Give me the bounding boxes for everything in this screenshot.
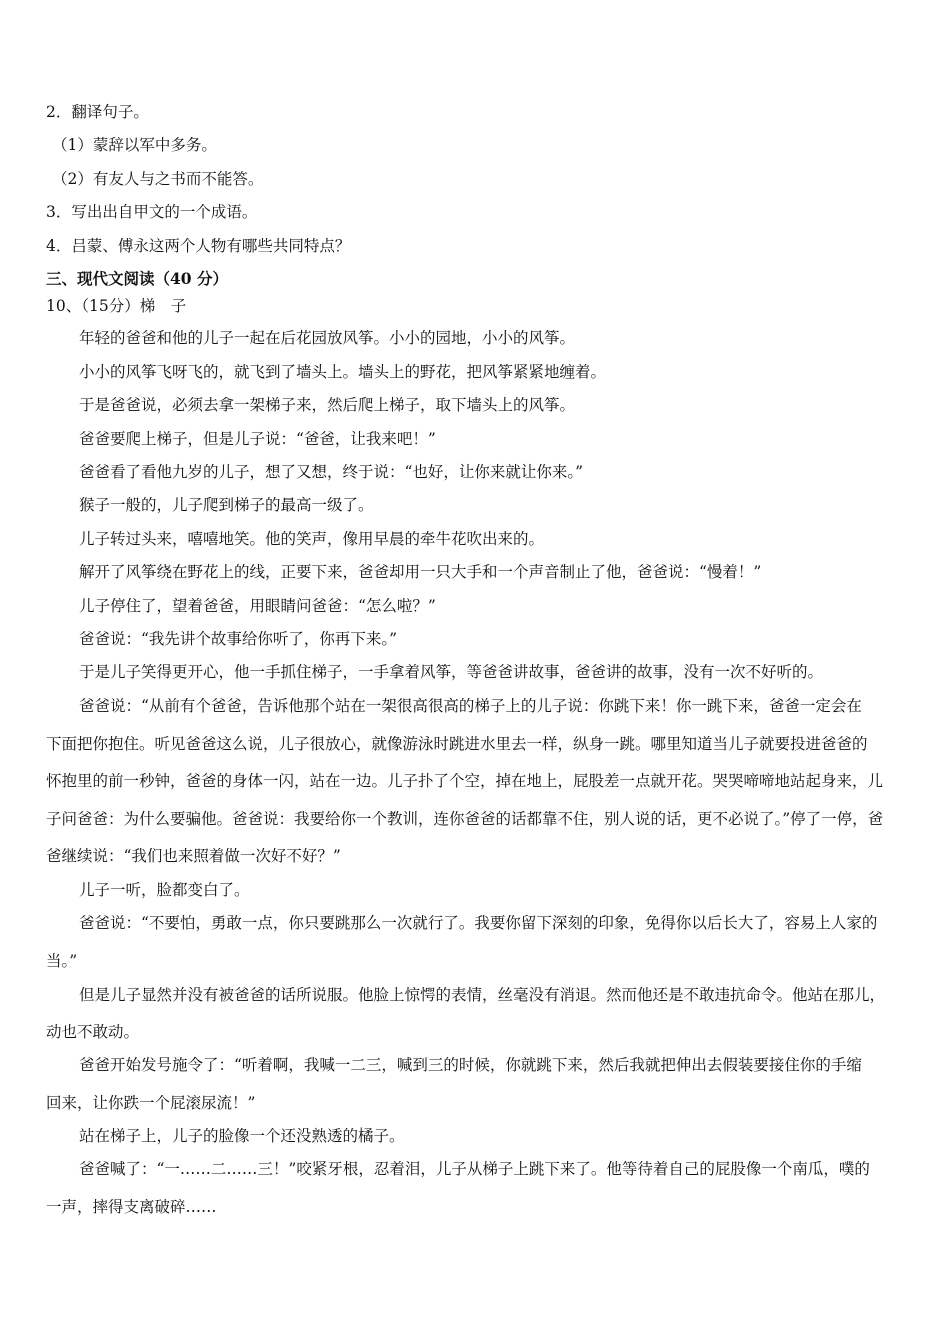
passage-line: 解开了风筝绕在野花上的线，正要下来，爸爸却用一只大手和一个声音制止了他，爸爸说：“慢着！” xyxy=(79,563,762,581)
passage-line: 爸爸看了看他九岁的儿子，想了又想，终于说：“也好，让你来就让你来。” xyxy=(79,463,584,481)
passage-line: 爸爸说：“从前有个爸爸，告诉他那个站在一架很高很高的梯子上的儿子说：你跳下来！你一跳下来，爸爸一定会在 xyxy=(79,697,862,715)
passage-line: 爸爸说：“我先讲个故事给你听了，你再下来。” xyxy=(79,630,398,648)
passage-line: 爸继续说：“我们也来照着做一次好不好？” xyxy=(46,847,341,865)
question-2-1: （1）蒙辞以军中多务。 xyxy=(52,136,217,154)
passage-line: 爸爸开始发号施令了：“听着啊，我喊一二三，喊到三的时候，你就跳下来，然后我就把伸出去假装要接住你的手缩 xyxy=(79,1056,862,1074)
passage-line: 猴子一般的，儿子爬到梯子的最高一级了。 xyxy=(79,496,374,514)
passage-line: 于是儿子笑得更开心，他一手抓住梯子，一手拿着风筝，等爸爸讲故事，爸爸讲的故事，没有一次不好听的。 xyxy=(79,663,824,681)
passage-line: 爸爸说：“不要怕，勇敢一点，你只要跳那么一次就行了。我要你留下深刻的印象，免得你以后长大了，容易上人家的 xyxy=(79,914,878,932)
passage-line: 爸爸喊了：“一……二……三！”咬紧牙根，忍着泪，儿子从梯子上跳下来了。他等待着自己的屁股像一个南瓜，噗的 xyxy=(79,1160,870,1178)
section-heading: 三、现代文阅读（40 分） xyxy=(46,269,228,288)
item-title: 10、（15分）梯 子 xyxy=(46,297,187,315)
passage-line: 爸爸要爬上梯子，但是儿子说：“爸爸，让我来吧！” xyxy=(79,430,436,448)
passage-line: 小小的风筝飞呀飞的，就飞到了墙头上。墙头上的野花，把风筝紧紧地缠着。 xyxy=(79,363,607,381)
passage-line: 下面把你抱住。听见爸爸这么说，儿子很放心，就像游泳时跳进水里去一样，纵身一跳。哪里知道当儿子就要投进爸爸的 xyxy=(46,735,868,753)
question-2: 2．翻译句子。 xyxy=(46,103,149,121)
passage-line: 儿子停住了，望着爸爸，用眼睛问爸爸：“怎么啦？” xyxy=(79,597,436,615)
passage-line: 儿子一听，脸都变白了。 xyxy=(79,881,250,899)
passage-line: 怀抱里的前一秒钟，爸爸的身体一闪，站在一边。儿子扑了个空，掉在地上，屁股差一点就开花。哭哭啼啼地站起身来，儿 xyxy=(46,772,884,790)
passage-line: 回来，让你跌一个屁滚尿流！” xyxy=(46,1094,256,1112)
passage-line: 于是爸爸说，必须去拿一架梯子来，然后爬上梯子，取下墙头上的风筝。 xyxy=(79,396,576,414)
passage-line: 一声，摔得支离破碎…… xyxy=(46,1198,217,1216)
passage-line: 儿子转过头来，嘻嘻地笑。他的笑声，像用早晨的牵牛花吹出来的。 xyxy=(79,530,545,548)
question-4: 4．吕蒙、傅永这两个人物有哪些共同特点？ xyxy=(46,237,351,255)
passage-line: 站在梯子上，儿子的脸像一个还没熟透的橘子。 xyxy=(79,1127,405,1145)
passage-line: 动也不敢动。 xyxy=(46,1023,140,1041)
passage-line: 但是儿子显然并没有被爸爸的话所说服。他脸上惊愕的表情，丝毫没有消退。然而他还是不敢违抗命令。他站在那儿， xyxy=(79,986,886,1004)
question-2-2: （2）有友人与之书而不能答。 xyxy=(52,170,264,188)
passage-line: 年轻的爸爸和他的儿子一起在后花园放风筝。小小的园地，小小的风筝。 xyxy=(79,329,576,347)
passage-line: 当。” xyxy=(46,952,78,970)
passage-line: 子问爸爸：为什么要骗他。爸爸说：我要给你一个教训，连你爸爸的话都靠不住，别人说的话，更不必说了。”停了一停，爸 xyxy=(46,810,884,828)
question-3: 3．写出出自甲文的一个成语。 xyxy=(46,203,258,221)
